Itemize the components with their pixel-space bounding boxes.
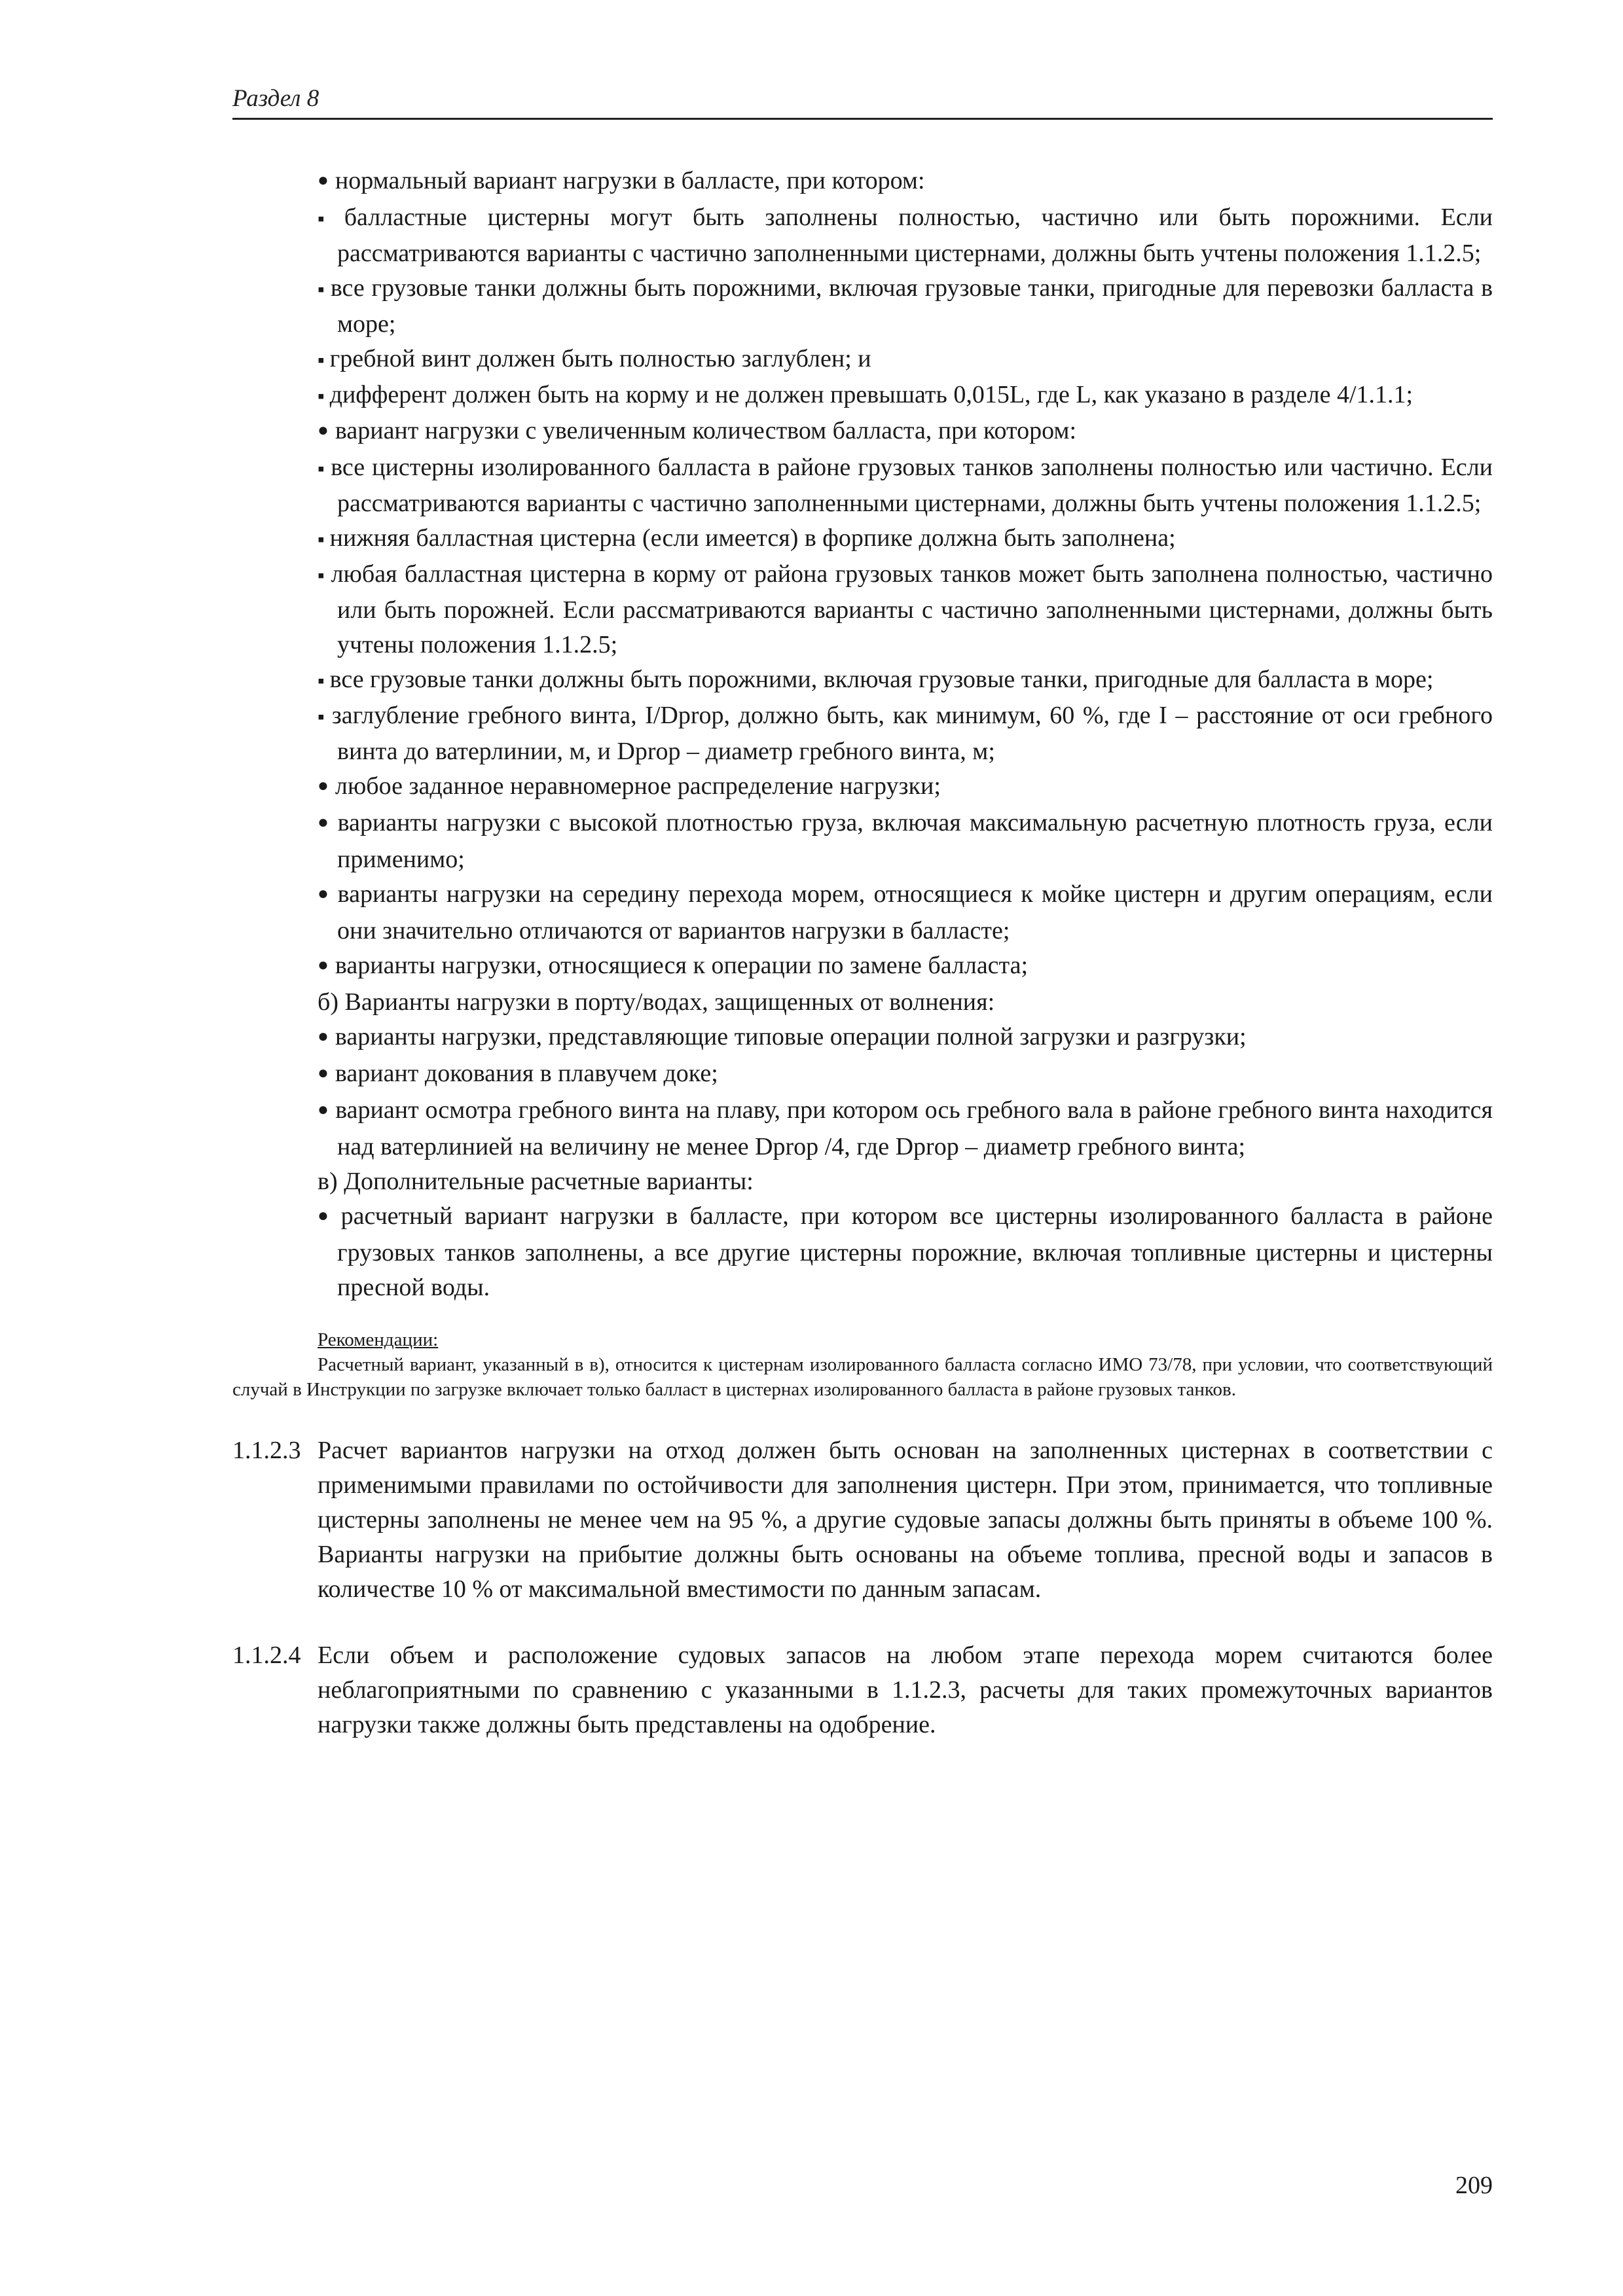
subsection-heading: в) Дополнительные расчетные варианты: bbox=[318, 1168, 754, 1195]
list-item: ● варианты нагрузки на середину перехода морем, относящиеся к мойке цистерн и другим операциям, если они значительно отличаются от вариантов нагрузки в балласте; bbox=[232, 877, 1493, 948]
paragraph-text: Расчет вариантов нагрузки на отход должен быть основан на заполненных цистернах в соответствии с применимыми правилами по остойчивости для заполнения цистерн. При этом, принимается, что топливные цистерны заполнены не менее чем на 95 %, а другие судовые запасы должны быть приняты в объеме 100 %. Варианты нагрузки на прибытие должны быть основаны на объеме топлива, пресной воды и запасов в количестве 10 % от максимальной вместимости по данным запасам. bbox=[318, 1437, 1493, 1603]
list-item: ▪ все цистерны изолированного балласта в районе грузовых танков заполнены полностью или частично. Если рассматриваются варианты с частично заполненными цистернами, должны быть учтены положения 1.1.2.5; bbox=[232, 450, 1493, 521]
recommendation-title: Рекомендации: bbox=[318, 1329, 439, 1350]
list-item: ▪ любая балластная цистерна в корму от района грузовых танков может быть заполнена полностью, частично или быть порожней. Если рассматриваются варианты с частично заполненными цистернами, должны быть учтены положения 1.1.2.5; bbox=[232, 557, 1493, 662]
paragraph-number: 1.1.2.3 bbox=[232, 1437, 301, 1464]
list-item: ● варианты нагрузки с высокой плотностью груза, включая максимальную расчетную плотность груза, если применимо; bbox=[232, 806, 1493, 877]
list-item: ▪ дифферент должен быть на корму и не должен превышать 0,015L, где L, как указано в разделе 4/1.1.1; bbox=[232, 378, 1493, 414]
paragraph-text: Если объем и расположение судовых запасов на любом этапе перехода морем считаются более неблагоприятными по сравнению с указанными в 1.1.2.3, расчеты для таких промежуточных вариантов нагрузки также должны быть представлены на одобрение. bbox=[318, 1641, 1493, 1738]
paragraph-1-1-2-3 bbox=[232, 1433, 1493, 1607]
list-item: ● любое заданное неравномерное распределение нагрузки; bbox=[232, 769, 1493, 806]
page-body bbox=[232, 164, 1493, 1742]
list-item: ▪ нижняя балластная цистерна (если имеется) в форпике должна быть заполнена; bbox=[232, 521, 1493, 557]
recommendation-block bbox=[232, 1327, 1493, 1402]
list-item: ● нормальный вариант нагрузки в балласте, при котором: bbox=[232, 164, 1493, 200]
page-header bbox=[232, 77, 1493, 120]
list-item: ▪ все грузовые танки должны быть порожними, включая грузовые танки, пригодные для балласта в море; bbox=[232, 662, 1493, 698]
list-item: ● вариант докования в плавучем доке; bbox=[232, 1056, 1493, 1093]
paragraph-number: 1.1.2.4 bbox=[232, 1641, 301, 1669]
main-list bbox=[232, 164, 1493, 1305]
list-item: ▪ гребной винт должен быть полностью заглублен; и bbox=[232, 342, 1493, 378]
list-item: ● вариант осмотра гребного винта на плаву, при котором ось гребного вала в районе гребного винта находится над ватерлинией на величину не менее Dprop /4, где Dprop – диаметр гребного винта; bbox=[232, 1093, 1493, 1164]
paragraph-1-1-2-4 bbox=[232, 1638, 1493, 1742]
list-item: ● расчетный вариант нагрузки в балласте, при котором все цистерны изолированного балласта в районе грузовых танков заполнены, а все другие цистерны порожние, включая топливные цистерны и цистерны пресной воды. bbox=[232, 1199, 1493, 1305]
recommendation-text: Расчетный вариант, указанный в в), относится к цистернам изолированного балласта согласно ИМО 73/78, при условии, что соответствующий случай в Инструкции по загрузке включает только балласт в цистернах изолированного балласта в районе грузовых танков. bbox=[232, 1354, 1493, 1400]
list-item: ● варианты нагрузки, представляющие типовые операции полной загрузки и разгрузки; bbox=[232, 1020, 1493, 1056]
list-item: ▪ балластные цистерны могут быть заполнены полностью, частично или быть порожними. Если рассматриваются варианты с частично заполненными цистернами, должны быть учтены положения 1.1.2.5; bbox=[232, 200, 1493, 271]
list-item: ▪ все грузовые танки должны быть порожними, включая грузовые танки, пригодные для перевозки балласта в море; bbox=[232, 271, 1493, 342]
list-item: ● варианты нагрузки, относящиеся к операции по замене балласта; bbox=[232, 948, 1493, 985]
list-item: ● вариант нагрузки с увеличенным количеством балласта, при котором: bbox=[232, 414, 1493, 450]
page-number: 209 bbox=[1455, 2172, 1493, 2199]
subsection-heading: б) Варианты нагрузки в порту/водах, защищенных от волнения: bbox=[318, 988, 995, 1016]
list-item: ▪ заглубление гребного винта, I/Dprop, должно быть, как минимум, 60 %, где I – расстояние от оси гребного винта до ватерлинии, м, и Dprop – диаметр гребного винта, м; bbox=[232, 698, 1493, 769]
section-title: Раздел 8 bbox=[232, 85, 319, 112]
